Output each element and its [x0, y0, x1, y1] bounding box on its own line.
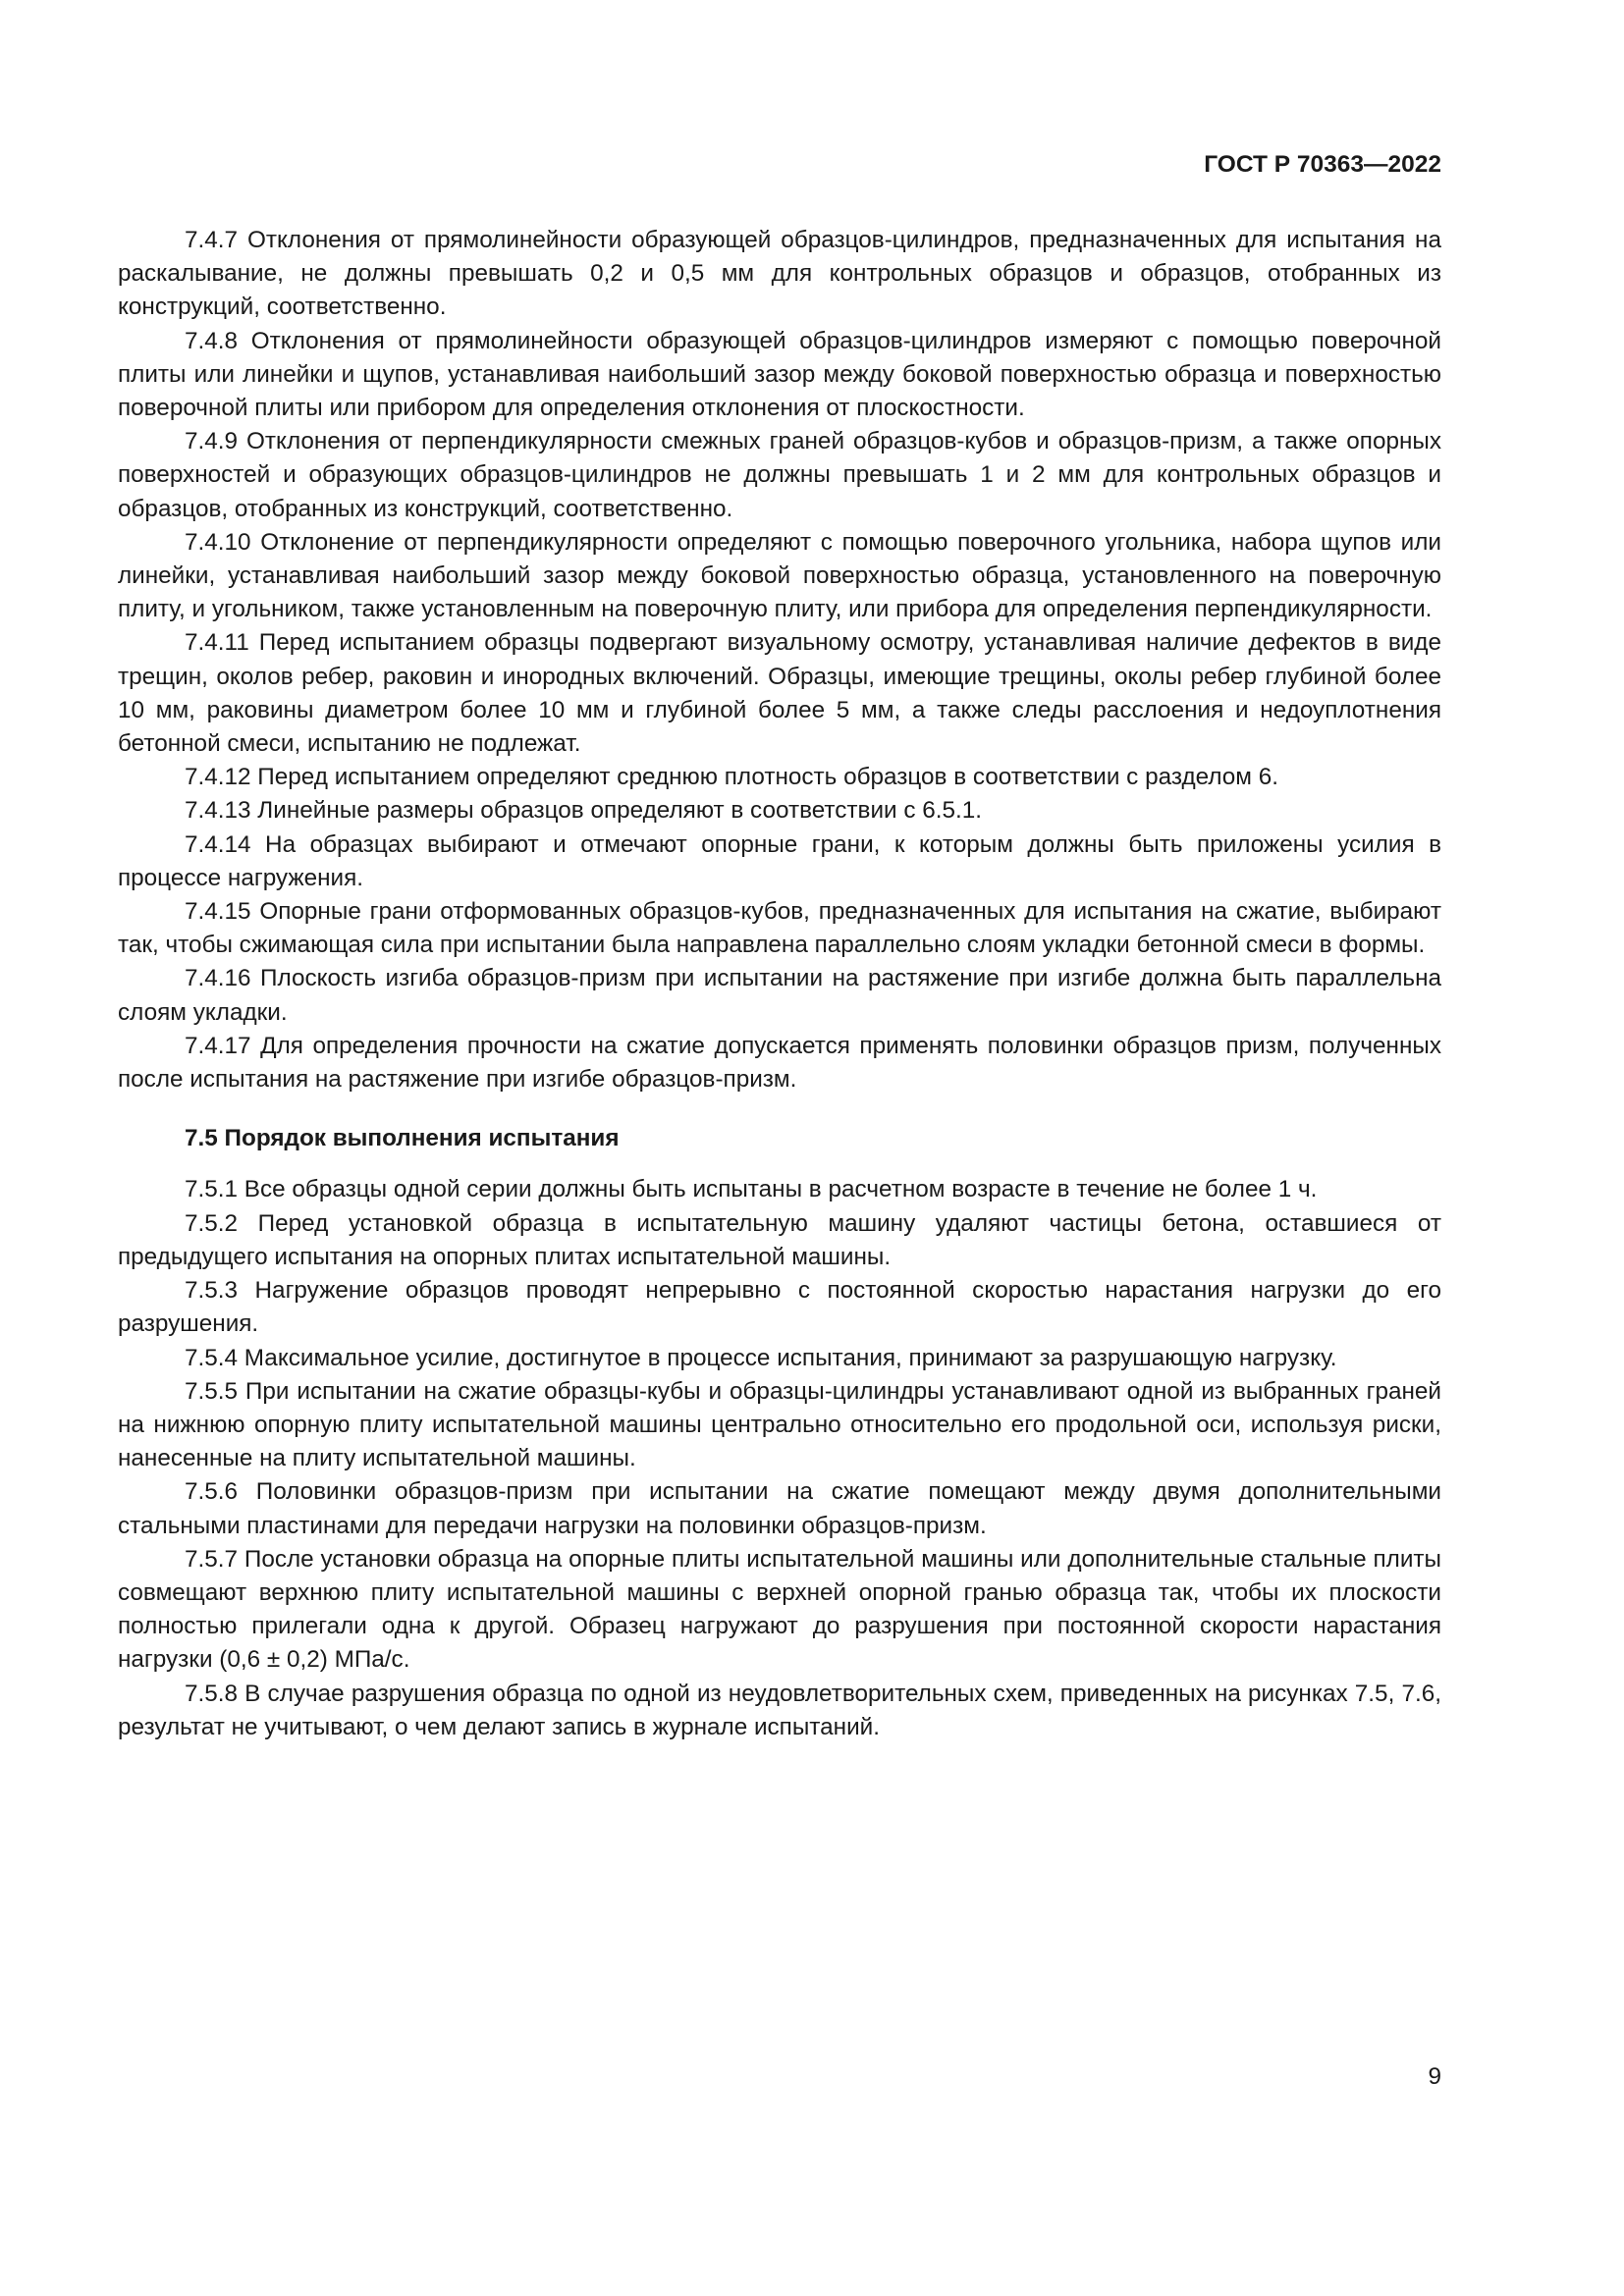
- paragraph-7-4-13: 7.4.13 Линейные размеры образцов определяют в соответствии с 6.5.1.: [185, 797, 983, 825]
- paragraph-7-4-10: 7.4.10 Отклонение от перпендикулярности определяют с помощью поверочного угольника, набора щупов или линейки, устанавливая наибольший зазор между боковой поверхностью образца, установленного на поверочную плиту, и угольником, также установленным на поверочную плиту, или прибора для определения перпендикулярности.: [118, 528, 1441, 623]
- paragraph-7-5-5: 7.5.5 При испытании на сжатие образцы-кубы и образцы-цилиндры устанавливают одной из выбранных граней на нижнюю опорную плиту испытательной машины центрально относительно его продольной оси, используя риски, нанесенные на плиту испытательной машины.: [118, 1377, 1441, 1472]
- paragraph-7-5-3: 7.5.3 Нагружение образцов проводят непрерывно с постоянной скоростью нарастания нагрузки до его разрушения.: [118, 1277, 1441, 1338]
- paragraph-7-4-9: 7.4.9 Отклонения от перпендикулярности смежных граней образцов-кубов и образцов-призм, а также опорных поверхностей и образующих образцов-цилиндров не должны превышать 1 и 2 мм для контрольных образцов и образцов, отобранных из конструкций, соответственно.: [118, 428, 1441, 522]
- paragraph-7-4-11: 7.4.11 Перед испытанием образцы подвергают визуальному осмотру, устанавливая наличие дефектов в виде трещин, околов ребер, раковин и инородных включений. Образцы, имеющие трещины, околы ребер глубиной более 10 мм, раковины диаметром более 10 мм и глубиной более 5 мм, а также следы расслоения и недоуплотнения бетонной смеси, испытанию не подлежат.: [118, 629, 1441, 758]
- paragraph-7-5-4: 7.5.4 Максимальное усилие, достигнутое в процессе испытания, принимают за разрушающую нагрузку.: [185, 1344, 1337, 1371]
- paragraph-7-5-8: 7.5.8 В случае разрушения образца по одной из неудовлетворительных схем, приведенных на рисунках 7.5, 7.6, результат не учитывают, о чем делают запись в журнале испытаний.: [118, 1680, 1441, 1740]
- section-7-4: [118, 224, 1441, 1096]
- paragraph-7-4-12: 7.4.12 Перед испытанием определяют среднюю плотность образцов в соответствии с разделом 6.: [185, 764, 1279, 791]
- section-7-5-title: 7.5 Порядок выполнения испытания: [185, 1125, 620, 1152]
- document-designation: ГОСТ Р 70363—2022: [1204, 151, 1441, 178]
- page-content: [118, 224, 1441, 1744]
- paragraph-7-4-17: 7.4.17 Для определения прочности на сжатие допускается применять половинки образцов призм, полученных после испытания на растяжение при изгибе образцов-призм.: [118, 1032, 1441, 1094]
- section-7-5: [118, 1173, 1441, 1743]
- paragraph-7-4-8: 7.4.8 Отклонения от прямолинейности образующей образцов-цилиндров измеряют с помощью поверочной плиты или линейки и щупов, устанавливая наибольший зазор между боковой поверхностью образца и поверхностью поверочной плиты или прибором для определения отклонения от плоскостности.: [118, 327, 1441, 422]
- paragraph-7-4-15: 7.4.15 Опорные грани отформованных образцов-кубов, предназначенных для испытания на сжатие, выбирают так, чтобы сжимающая сила при испытании была направлена параллельно слоям укладки бетонной смеси в формы.: [118, 898, 1441, 959]
- paragraph-7-5-1: 7.5.1 Все образцы одной серии должны быть испытаны в расчетном возрасте в течение не более 1 ч.: [185, 1176, 1318, 1203]
- paragraph-7-4-14: 7.4.14 На образцах выбирают и отмечают опорные грани, к которым должны быть приложены усилия в процессе нагружения.: [118, 830, 1441, 891]
- page-number: 9: [1428, 2063, 1441, 2090]
- paragraph-7-5-6: 7.5.6 Половинки образцов-призм при испытании на сжатие помещают между двумя дополнительными стальными пластинами для передачи нагрузки на половинки образцов-призм.: [118, 1478, 1441, 1539]
- paragraph-7-5-2: 7.5.2 Перед установкой образца в испытательную машину удаляют частицы бетона, оставшиеся от предыдущего испытания на опорных плитах испытательной машины.: [118, 1209, 1441, 1270]
- paragraph-7-5-7: 7.5.7 После установки образца на опорные плиты испытательной машины или дополнительные стальные плиты совмещают верхнюю плиту испытательной машины с верхней опорной гранью образца так, чтобы их плоскости полностью прилегали одна к другой. Образец нагружают до разрушения при постоянной скорости нарастания нагрузки (0,6 ± 0,2) МПа/с.: [118, 1545, 1441, 1674]
- paragraph-7-4-16: 7.4.16 Плоскость изгиба образцов-призм при испытании на растяжение при изгибе должна быть параллельна слоям укладки.: [118, 965, 1441, 1026]
- paragraph-7-4-7: 7.4.7 Отклонения от прямолинейности образующей образцов-цилиндров, предназначенных для испытания на раскалывание, не должны превышать 0,2 и 0,5 мм для контрольных образцов и образцов, отобранных из конструкций, соответственно.: [118, 227, 1441, 321]
